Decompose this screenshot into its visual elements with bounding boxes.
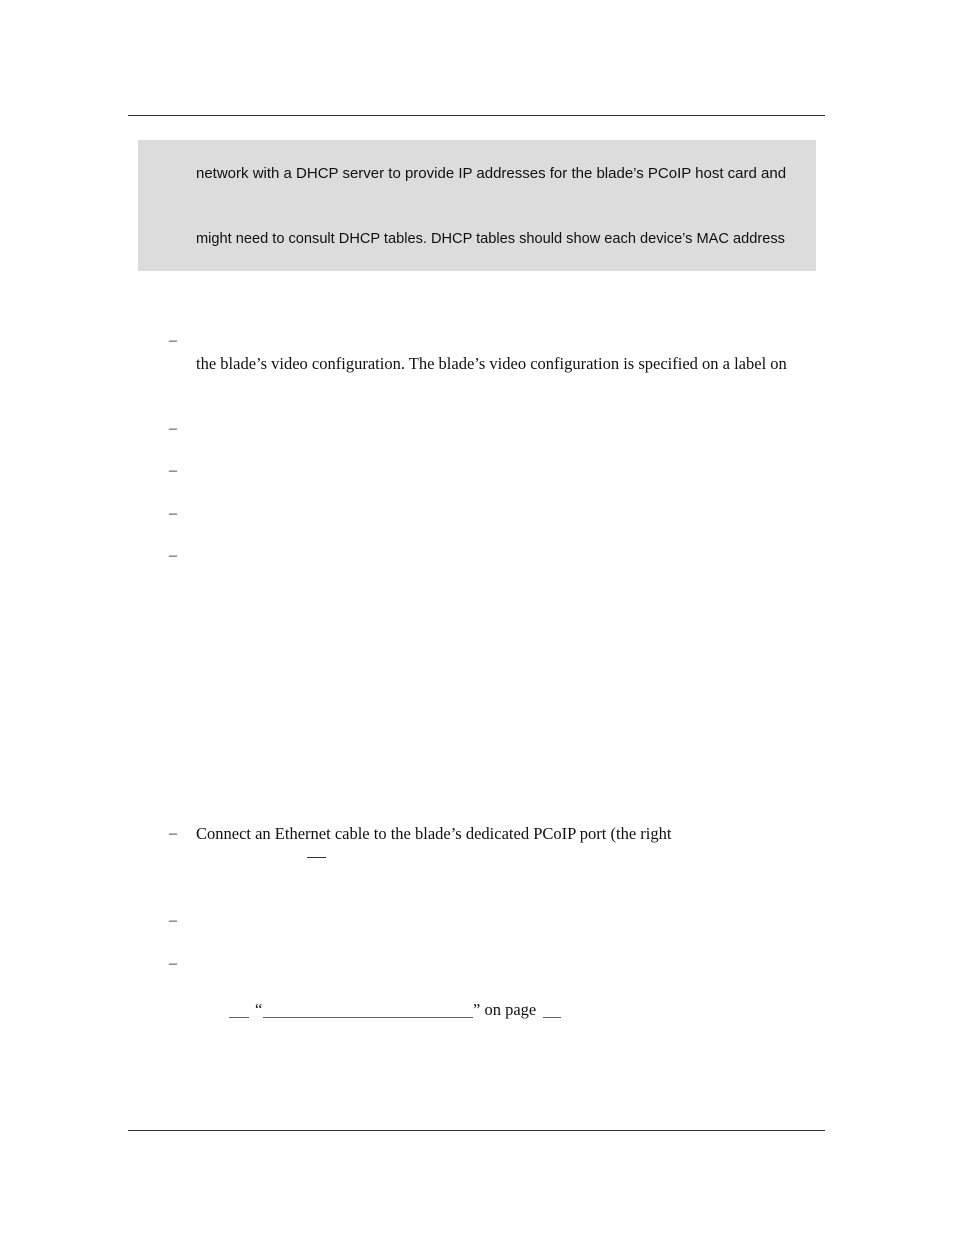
bullet-dash: – (169, 955, 177, 972)
note-line-2: might need to consult DHCP tables. DHCP tables should show each device’s MAC address (196, 231, 785, 247)
bullet-dash: – (169, 505, 177, 522)
connect-ethernet-text: Connect an Ethernet cable to the blade’s dedicated PCoIP port (the right (196, 824, 672, 843)
bullet-dash: – (169, 420, 177, 437)
bullet-dash: – (169, 462, 177, 479)
note-box (138, 140, 816, 271)
bullet-dash: – (169, 912, 177, 929)
xref-open-quote: “ (255, 1000, 263, 1019)
footer-rule (128, 1130, 825, 1131)
xref-page-link[interactable] (543, 1017, 561, 1018)
bullet-dash: – (169, 332, 177, 349)
blank-underline (307, 857, 326, 858)
video-configuration-text: the blade’s video configuration. The blade’s video configuration is specified on a label on (196, 354, 787, 373)
xref-title-link[interactable] (263, 1017, 473, 1018)
bullet-dash: – (169, 825, 177, 842)
bullet-dash: – (169, 547, 177, 564)
xref-figure-link[interactable] (229, 1017, 249, 1018)
header-rule (128, 115, 825, 116)
note-line-1: network with a DHCP server to provide IP addresses for the blade’s PCoIP host card and (196, 165, 787, 182)
xref-page-text: ” on page (473, 1000, 537, 1019)
